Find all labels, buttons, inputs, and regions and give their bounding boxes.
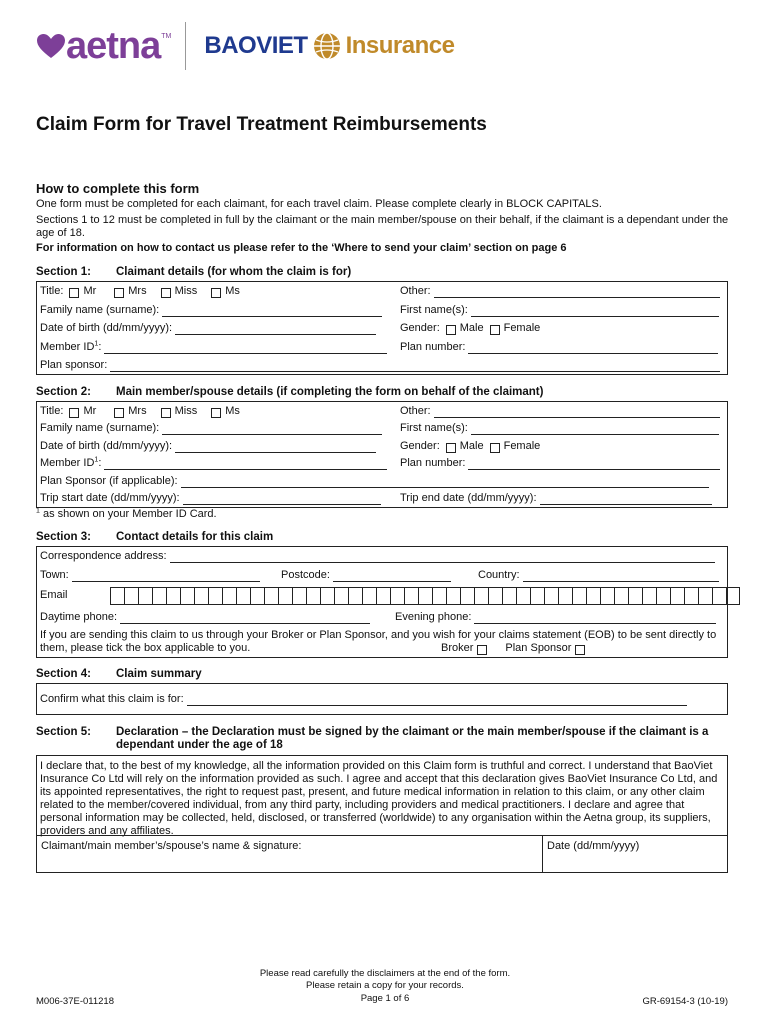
s2-plan-number-field[interactable]: [468, 458, 720, 470]
s2-member-row: [40, 457, 387, 470]
s4-confirm-field[interactable]: [187, 694, 687, 706]
section-2-heading: [36, 386, 544, 398]
plan-sponsor-label: Plan Sponsor (if applicable):: [40, 475, 178, 487]
s1-female-checkbox[interactable]: [490, 325, 500, 335]
address-label: Correspondence address:: [40, 550, 167, 562]
header-logos: [36, 20, 454, 72]
s1-plan-sponsor-field[interactable]: [110, 360, 720, 372]
s2-other-row: [400, 405, 720, 418]
s3-postcode-field[interactable]: [333, 570, 451, 582]
member-id-label: Member $ID^1$:: [40, 340, 102, 353]
s2-first-row: [400, 422, 719, 435]
s2-plan-row: [400, 457, 720, 470]
s3-broker-options: [441, 642, 589, 655]
s2-sponsor-row: [40, 475, 709, 488]
mrs-label: Mrs: [128, 285, 147, 297]
daytime-phone-label: Daytime phone:: [40, 611, 118, 623]
s2-family-row: [40, 422, 382, 435]
plan-number-label: Plan number:: [400, 457, 466, 469]
s2-family-name-field[interactable]: [162, 423, 382, 435]
first-names-label: First name(s):: [400, 304, 468, 316]
s2-ms-checkbox[interactable]: [211, 408, 221, 418]
globe-icon: [312, 31, 342, 61]
s2-male-checkbox[interactable]: [446, 443, 456, 453]
town-label: Town:: [40, 569, 69, 581]
s1-plan-row: [400, 341, 718, 354]
s1-family-row: [40, 304, 382, 317]
family-name-label: Family name (surname):: [40, 422, 160, 434]
trademark-mark: TM: [161, 33, 172, 40]
ms-label: Ms: [225, 405, 240, 417]
broker-checkbox[interactable]: [477, 645, 487, 655]
first-names-label: First name(s):: [400, 422, 468, 434]
broker-label: Broker: [441, 642, 474, 654]
male-label: Male: [459, 322, 484, 334]
trip-start-label: Trip start date (dd/mm/yyyy):: [40, 492, 180, 504]
howto-heading: How to complete this form: [36, 181, 200, 196]
howto-paragraph-3: For information on how to contact us please refer to the ‘Where to send your claim’ section on page 6: [36, 242, 567, 254]
s2-plan-sponsor-field[interactable]: [181, 476, 709, 488]
s2-trip-end-row: [400, 492, 712, 505]
dob-label: Date of birth (dd/mm/yyyy):: [40, 322, 173, 334]
s3-country-row: [478, 569, 719, 582]
s1-member-id-field[interactable]: [104, 342, 387, 354]
s1-mrs-checkbox[interactable]: [114, 288, 124, 298]
s3-address-row: [40, 550, 715, 563]
s1-dob-row: [40, 322, 376, 335]
section-title: Main member/spouse details (if completing the form on behalf of the claimant): [116, 386, 544, 398]
s3-town-field[interactable]: [72, 570, 260, 582]
s2-trip-start-row: [40, 492, 381, 505]
s1-gender-row: [400, 322, 540, 335]
s3-evening-row: [395, 611, 716, 624]
female-label: Female: [503, 322, 541, 334]
page-title: Claim Form for Travel Treatment Reimbursements: [36, 114, 487, 135]
s2-mr-checkbox[interactable]: [69, 408, 79, 418]
insurance-wordmark: Insurance: [345, 32, 455, 59]
signature-label: Claimant/main member’s/spouse’s name & signature:: [41, 840, 302, 852]
s1-ms-checkbox[interactable]: [211, 288, 221, 298]
section-3-heading: [36, 531, 274, 543]
s2-trip-end-field[interactable]: [540, 493, 712, 505]
aetna-wordmark: aetna: [66, 25, 161, 67]
footer-disclaimer-note: Please read carefully the disclaimers at the end of the form.: [259, 968, 511, 979]
postcode-label: Postcode:: [281, 569, 330, 581]
s2-first-names-field[interactable]: [471, 423, 719, 435]
page-number: Page 1 of 6: [360, 993, 410, 1004]
heart-icon: [36, 33, 66, 59]
section-5-heading: [36, 726, 709, 751]
baoviet-logo: [204, 31, 454, 61]
section-number: Section 3:: [36, 531, 91, 543]
s3-country-field[interactable]: [523, 570, 719, 582]
section-title: Contact details for this claim: [116, 531, 274, 543]
s1-dob-field[interactable]: [175, 323, 376, 335]
aetna-logo: [36, 27, 171, 65]
evening-phone-label: Evening phone:: [395, 611, 472, 623]
form-code-left: M006-37E-011218: [36, 996, 114, 1007]
member-id-label: Member $ID^1$:: [40, 456, 102, 469]
signature-area: [36, 835, 728, 873]
s2-member-id-field[interactable]: [104, 458, 387, 470]
mr-label: Mr: [83, 405, 97, 417]
s3-broker-note: If you are sending this claim to us through your Broker or Plan Sponsor, and you wish for your claims statement (EOB) to be sent directly to them, please tick the box applicable to you.: [40, 629, 717, 654]
howto-paragraph-1: One form must be completed for each claimant, for each travel claim. Please complete clearly in BLOCK CAPITALS.: [36, 198, 602, 210]
s3-email-label-row: [40, 589, 68, 602]
footer-retain-note: Please retain a copy for your records.: [306, 980, 464, 991]
s1-sponsor-row: [40, 359, 720, 372]
section-number: Section 5:: [36, 726, 91, 738]
s3-postcode-row: [281, 569, 451, 582]
plan-sponsor-option-label: Plan Sponsor: [505, 642, 572, 654]
female-label: Female: [503, 440, 541, 452]
trip-end-label: Trip end date (dd/mm/yyyy):: [400, 492, 537, 504]
s1-other-row: [400, 285, 720, 298]
s2-mrs-checkbox[interactable]: [114, 408, 124, 418]
title-label: Title:: [40, 285, 64, 297]
section-title: Declaration – the Declaration must be signed by the claimant or the main member/spouse if the claimant is a dependant under the age of 18: [116, 726, 709, 751]
s1-other-field[interactable]: [434, 286, 720, 298]
s2-dob-field[interactable]: [175, 441, 376, 453]
s3-email-field[interactable]: [110, 587, 740, 605]
s1-plan-number-field[interactable]: [468, 342, 718, 354]
section-1-heading: [36, 266, 352, 278]
s1-family-name-field[interactable]: [162, 305, 382, 317]
declaration-text: I declare that, to the best of my knowledge, all the information provided on this Claim form is truthful and correct. I understand that BaoViet Insurance Co Ltd will rely on the information provided as such. I agree and accept that this declaration gives BaoViet Insurance Co Ltd, and its appointed representatives, the right to request past, present, and future medical information in relation to this claim, or any other claim related to the member/covered individual, from any third party, including providers and medical practitioners. I declare and agree that personal information may be collected, held, disclosed, or transferred (worldwide) to any organisation within the Aetna group, its suppliers, providers and any affiliates.: [40, 760, 718, 837]
s3-address-field[interactable]: [170, 551, 715, 563]
family-name-label: Family name (surname):: [40, 304, 160, 316]
section-title: Claim summary: [116, 668, 202, 680]
country-label: Country:: [478, 569, 520, 581]
s3-daytime-phone-field[interactable]: [120, 612, 370, 624]
baoviet-wordmark: BAOVIET: [204, 32, 308, 59]
miss-label: Miss: [174, 405, 198, 417]
footnote: $^1$ as shown on your Member ID Card.: [36, 507, 217, 520]
s1-first-names-field[interactable]: [471, 305, 719, 317]
plan-number-label: Plan number:: [400, 341, 466, 353]
date-field[interactable]: [547, 840, 639, 853]
form-code-right: GR-69154-3 (10-19): [642, 996, 728, 1007]
dob-label: Date of birth (dd/mm/yyyy):: [40, 440, 173, 452]
s2-title-row: [40, 405, 240, 418]
s1-miss-checkbox[interactable]: [161, 288, 171, 298]
confirm-label: Confirm what this claim is for:: [40, 693, 184, 705]
section-title: Claimant details (for whom the claim is for): [116, 266, 352, 278]
s2-other-field[interactable]: [434, 406, 720, 418]
other-label: Other:: [400, 405, 431, 417]
section-number: Section 2:: [36, 386, 91, 398]
male-label: Male: [459, 440, 484, 452]
plan-sponsor-checkbox[interactable]: [575, 645, 585, 655]
s3-daytime-row: [40, 611, 370, 624]
section-number: Section 4:: [36, 668, 91, 680]
signature-divider: [542, 836, 543, 872]
s2-gender-row: [400, 440, 540, 453]
other-label: Other:: [400, 285, 431, 297]
s1-member-row: [40, 341, 387, 354]
s1-title-row: [40, 285, 240, 298]
mrs-label: Mrs: [128, 405, 147, 417]
mr-label: Mr: [83, 285, 97, 297]
logo-divider: [185, 22, 186, 70]
ms-label: Ms: [225, 285, 240, 297]
gender-label: Gender:: [400, 440, 440, 452]
s4-confirm-row: [40, 693, 687, 706]
signature-field[interactable]: [41, 840, 301, 853]
s1-male-checkbox[interactable]: [446, 325, 456, 335]
s2-female-checkbox[interactable]: [490, 443, 500, 453]
s2-trip-start-field[interactable]: [183, 493, 381, 505]
howto-paragraph-2: Sections 1 to 12 must be completed in full by the claimant or the main member/spouse on their behalf, if the claimant is a dependant under the age of 18.: [36, 214, 729, 239]
gender-label: Gender:: [400, 322, 440, 334]
s2-dob-row: [40, 440, 376, 453]
s3-town-row: [40, 569, 260, 582]
miss-label: Miss: [174, 285, 198, 297]
s1-first-row: [400, 304, 719, 317]
s3-evening-phone-field[interactable]: [474, 612, 716, 624]
email-label: Email: [40, 589, 68, 601]
plan-sponsor-label: Plan sponsor:: [40, 359, 108, 371]
s2-miss-checkbox[interactable]: [161, 408, 171, 418]
section-4-heading: [36, 668, 202, 680]
title-label: Title:: [40, 405, 64, 417]
date-label: Date (dd/mm/yyyy): [547, 840, 640, 852]
s1-mr-checkbox[interactable]: [69, 288, 79, 298]
section-number: Section 1:: [36, 266, 91, 278]
